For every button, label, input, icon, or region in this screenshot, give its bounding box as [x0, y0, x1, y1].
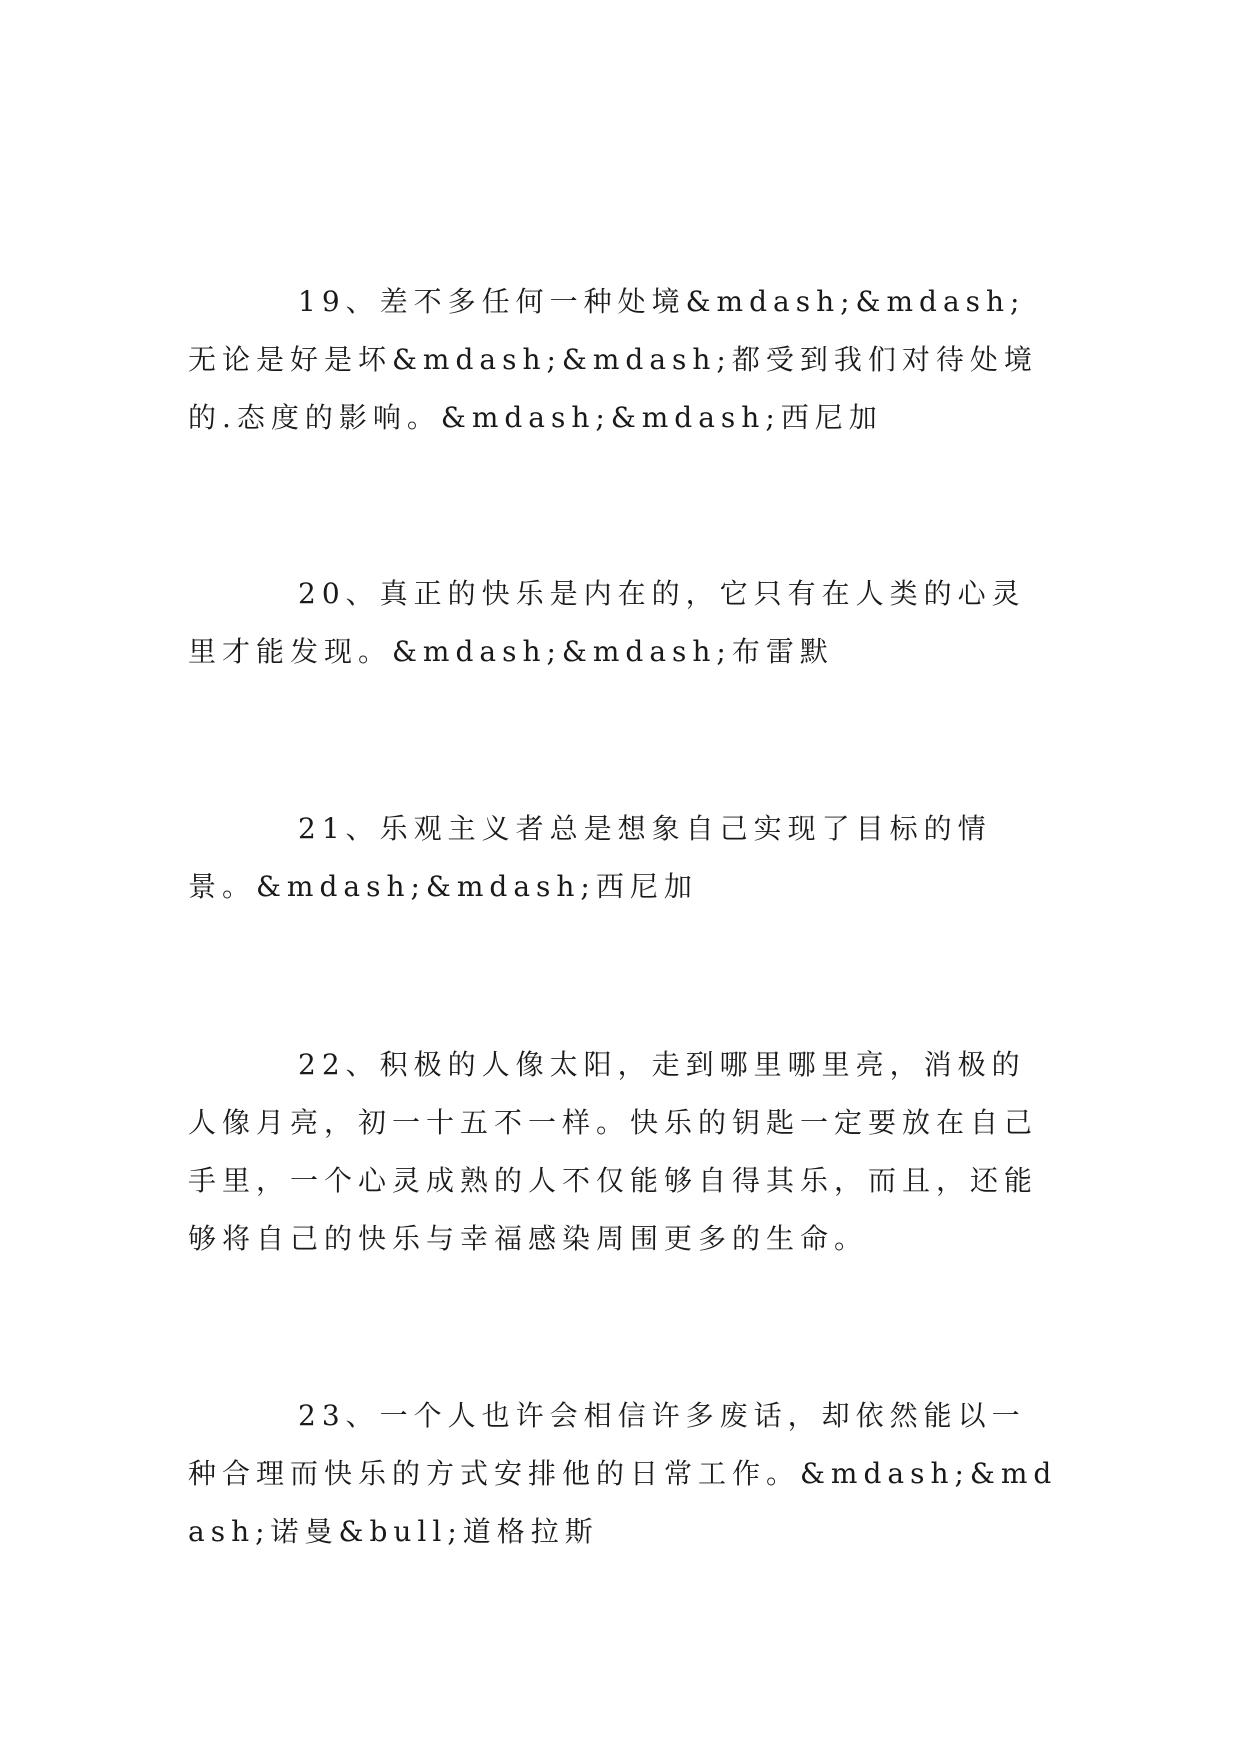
quote-paragraph-19: 19、差不多任何一种处境&mdash;&mdash;无论是好是坏&mdash;&mdash;都受到我们对待处境的.态度的影响。&mdash;&mdash;西尼加 — [188, 285, 1038, 434]
quote-paragraph-23: 23、一个人也许会相信许多废话，却依然能以一种合理而快乐的方式安排他的日常工作。&mdash;&mdash;诺曼&bull;道格拉斯 — [188, 1399, 1058, 1548]
quote-paragraph-20: 20、真正的快乐是内在的，它只有在人类的心灵里才能发现。&mdash;&mdash;布雷默 — [188, 577, 1026, 668]
quote-paragraph-21: 21、乐观主义者总是想象自己实现了目标的情景。&mdash;&mdash;西尼加 — [188, 812, 992, 903]
quote-paragraph-22: 22、积极的人像太阳，走到哪里哪里亮，消极的人像月亮，初一十五不一样。快乐的钥匙一定要放在自己手里，一个心灵成熟的人不仅能够自得其乐，而且，还能够将自己的快乐与幸福感染周围更多的生命。 — [188, 1048, 1039, 1255]
